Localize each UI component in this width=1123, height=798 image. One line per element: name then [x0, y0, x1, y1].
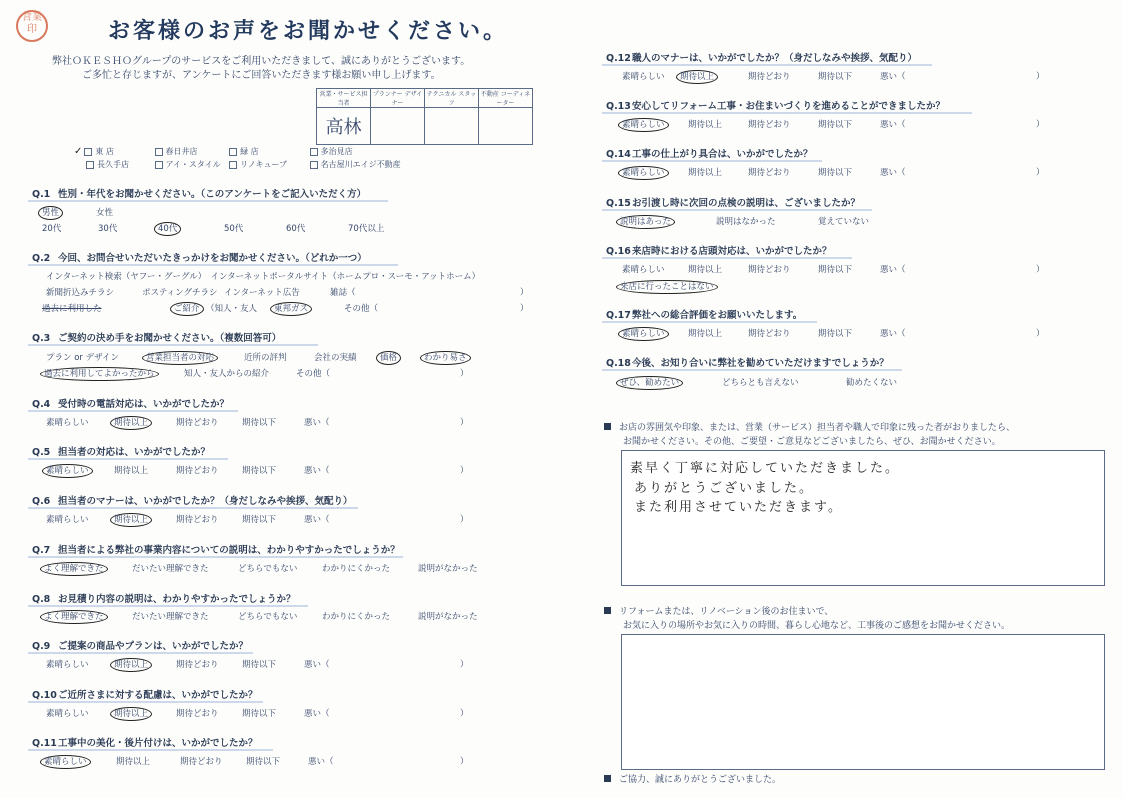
- rating-option-below[interactable]: 期待以下: [818, 72, 853, 82]
- question-13: Q.13安心してリフォーム工事・お住まいづくりを進めることができましたか？: [606, 101, 946, 112]
- understand-option-mostly[interactable]: だいたい理解できた: [132, 612, 209, 622]
- comment-prompt-2b: お気に入りの場所やお気に入りの時間、暮らし心地など、工事後のご感想をお聞かせください。: [623, 621, 1011, 631]
- question-6: Q.6 担当者のマナーは、いかがでしたか？（身だしなみや挨拶、気配り）: [32, 496, 353, 507]
- q1-gender-options: [42, 206, 342, 218]
- q18-option-not-recommend[interactable]: 勧めたくない: [846, 378, 898, 388]
- rating-option-below[interactable]: 期待以下: [818, 329, 853, 339]
- rating-option-excellent[interactable]: 素晴らしい: [622, 265, 665, 275]
- understand-option-neutral[interactable]: どちらでもない: [238, 612, 298, 622]
- store-row-1: [74, 146, 388, 157]
- q5-rating-options: 素晴らしい 期待以上 期待どおり 期待以下 悪い（ ）: [46, 464, 476, 476]
- q6-rating-options: 素晴らしい 期待以上 期待どおり 期待以下 悪い（ ）: [46, 515, 469, 525]
- q2-option-newspaper[interactable]: 新聞折込みチラシ: [46, 288, 115, 298]
- q3-option-track-record[interactable]: 会社の実績: [314, 353, 357, 363]
- rating-option-expected[interactable]: 期待どおり: [748, 120, 791, 130]
- staff-header: プランナー デザイナー: [371, 89, 425, 108]
- question-2: Q.2 今回、お問合せいただいたきっかけをお聞かせください。（どれか一つ）: [32, 253, 367, 264]
- checkbox[interactable]: [229, 161, 237, 169]
- checkbox[interactable]: [155, 161, 163, 169]
- q16-option-never-visited[interactable]: 来店に行ったことはない: [620, 280, 714, 292]
- rating-option-below[interactable]: 期待以下: [818, 120, 853, 130]
- rating-option-bad[interactable]: 悪い（: [304, 709, 330, 719]
- question-underline: [602, 369, 902, 371]
- rating-option-below[interactable]: 期待以下: [242, 466, 277, 476]
- intro-line-1: 弊社ＯＫＥＳＨＯグループのサービスをご利用いただきまして、誠にありがとうございます。: [52, 56, 471, 67]
- store-option[interactable]: アイ・スタイル: [155, 159, 227, 170]
- q1-age-options: [42, 222, 422, 234]
- comment-line: 素早く丁寧に対応していただきました。: [630, 461, 901, 476]
- rating-option-bad[interactable]: 悪い（: [880, 168, 906, 178]
- rating-option-below[interactable]: 期待以下: [242, 709, 277, 719]
- q3-option-sales-staff[interactable]: 営業担当者の対応: [142, 351, 218, 365]
- rating-option-expected[interactable]: 期待どおり: [176, 466, 219, 476]
- rating-option-excellent[interactable]: 素晴らしい: [40, 755, 91, 769]
- rating-option-excellent[interactable]: 素晴らしい: [618, 118, 669, 132]
- checkbox[interactable]: [310, 161, 318, 169]
- seal-stamp: 営業 印: [16, 10, 48, 42]
- checkbox[interactable]: [310, 148, 318, 156]
- rating-option-above[interactable]: 期待以上: [116, 757, 151, 767]
- question-underline: [28, 264, 398, 266]
- q12-rating-options: 素晴らしい 期待以上 期待どおり 期待以下 悪い（ ）: [622, 72, 1045, 82]
- store-row-2: [74, 159, 401, 170]
- q3-options-row-2: 過去に利用してよかったから 知人・友人からの紹介 その他（ ）: [44, 367, 474, 379]
- rating-option-bad[interactable]: 悪い（: [304, 660, 330, 670]
- understand-option-hard[interactable]: わかりにくかった: [322, 612, 391, 622]
- rating-option-bad[interactable]: 悪い（: [304, 466, 330, 476]
- page-title: お客様のお声をお聞かせください。: [108, 19, 509, 44]
- q1-option-20s[interactable]: 20代: [42, 224, 62, 234]
- bullet-square-icon: [604, 775, 611, 782]
- rating-option-above[interactable]: 期待以上: [688, 265, 723, 275]
- q4-rating-options: 素晴らしい 期待以上 期待どおり 期待以下 悪い（ ）: [46, 418, 469, 428]
- rating-option-expected[interactable]: 期待どおり: [176, 515, 219, 525]
- question-underline: [602, 160, 822, 162]
- thanks-note: ご協力、誠にありがとうございました。: [604, 772, 781, 785]
- rating-option-expected[interactable]: 期待どおり: [748, 72, 791, 82]
- q7-understand-options: [44, 562, 484, 574]
- staff-header: 営業・サービス担当者: [317, 89, 371, 108]
- q13-rating-options: 素晴らしい 期待以上 期待どおり 期待以下 悪い（ ）: [622, 118, 1052, 130]
- question-underline: [602, 321, 817, 323]
- q8-understand-options: [44, 610, 484, 622]
- question-7: Q.7 担当者による弊社の事業内容についての説明は、わかりやすかったでしょうか？: [32, 545, 400, 556]
- q11-rating-options: 素晴らしい 期待以上 期待どおり 期待以下 悪い（ ）: [44, 755, 484, 767]
- rating-option-expected[interactable]: 期待どおり: [176, 709, 219, 719]
- question-underline: [28, 605, 308, 607]
- rating-option-below[interactable]: 期待以下: [242, 418, 277, 428]
- rating-option-above[interactable]: 期待以上: [688, 329, 723, 339]
- q2-option-posting[interactable]: ポスティングチラシ: [142, 288, 218, 298]
- store-option[interactable]: 長久手店: [74, 159, 152, 170]
- bullet-square-icon: [604, 423, 611, 430]
- rating-option-above[interactable]: 期待以上: [688, 168, 723, 178]
- rating-option-expected[interactable]: 期待どおり: [176, 660, 219, 670]
- understand-option-none[interactable]: 説明がなかった: [418, 564, 478, 574]
- comment-box-2[interactable]: [621, 634, 1105, 770]
- question-underline: [602, 209, 872, 211]
- q1-option-30s[interactable]: 30代: [98, 224, 118, 234]
- question-1: Q.1 性別・年代をお聞かせください。（このアンケートをご記入いただく方）: [32, 189, 367, 200]
- q1-option-50s[interactable]: 50代: [224, 224, 244, 234]
- rating-option-expected[interactable]: 期待どおり: [176, 418, 219, 428]
- q3-option-plan[interactable]: プラン or デザイン: [46, 353, 120, 363]
- question-14: Q.14工事の仕上がり具合は、いかがでしたか？: [606, 149, 813, 160]
- staff-header: 不動産 コーディネーター: [479, 89, 533, 108]
- question-underline: [602, 64, 932, 66]
- rating-option-expected[interactable]: 期待どおり: [180, 757, 223, 767]
- store-option[interactable]: 春日井店: [155, 146, 227, 157]
- understand-option-mostly[interactable]: だいたい理解できた: [132, 564, 209, 574]
- staff-realestate-value[interactable]: [479, 108, 533, 145]
- rating-option-below[interactable]: 期待以下: [246, 757, 281, 767]
- understand-option-hard[interactable]: わかりにくかった: [322, 564, 391, 574]
- question-underline: [28, 652, 253, 654]
- question-underline: [28, 200, 388, 202]
- bullet-square-icon: [604, 607, 611, 614]
- rating-option-below[interactable]: 期待以下: [242, 660, 277, 670]
- question-3: Q.3 ご契約の決め手をお聞かせください。（複数回答可）: [32, 333, 282, 344]
- rating-option-bad[interactable]: 悪い（: [880, 265, 906, 275]
- staff-table: [316, 88, 533, 145]
- question-16: Q.16来店時における店頭対応は、いかがでしたか？: [606, 246, 832, 257]
- q1-option-male[interactable]: 男性: [38, 206, 63, 220]
- rating-option-bad[interactable]: 悪い（: [304, 515, 330, 525]
- checkbox[interactable]: [229, 148, 237, 156]
- understand-option-none[interactable]: 説明がなかった: [418, 612, 478, 622]
- question-5: Q.5 担当者の対応は、いかがでしたか？: [32, 447, 211, 458]
- intro-line-2: ご多忙と存じますが、アンケートにご回答いただきます様お願い申し上げます。: [82, 70, 441, 81]
- q15-options: [620, 215, 920, 227]
- store-option[interactable]: リノキューブ: [229, 159, 307, 170]
- rating-option-above[interactable]: 期待以上: [110, 658, 152, 672]
- q2-option-web-ad[interactable]: インターネット広告: [224, 288, 300, 298]
- q18-option-recommend[interactable]: ぜひ、勧めたい: [616, 376, 683, 390]
- q9-rating-options: 素晴らしい 期待以上 期待どおり 期待以下 悪い（ ）: [46, 660, 469, 670]
- rating-option-bad[interactable]: 悪い（: [880, 120, 906, 130]
- q1-option-40s[interactable]: 40代: [154, 222, 181, 236]
- question-11: Q.11工事中の美化・後片付けは、いかがでしたか？: [32, 738, 258, 749]
- question-underline: [602, 112, 972, 114]
- rating-option-excellent[interactable]: 素晴らしい: [46, 709, 89, 719]
- staff-planner-value[interactable]: [371, 108, 425, 145]
- q14-rating-options: 素晴らしい 期待以上 期待どおり 期待以下 悪い（ ）: [622, 166, 1052, 178]
- question-underline: [28, 344, 318, 346]
- rating-option-above[interactable]: 期待以上: [110, 416, 152, 430]
- comment-prompt-1: お店の雰囲気や印象、または、営業（サービス）担当者や職人で印象に残った者がおりましたら、: [604, 420, 1015, 433]
- staff-technical-value[interactable]: [425, 108, 479, 145]
- q2-options-row-1[interactable]: インターネット検索（ヤフー・グーグル） インターネットポータルサイト（ホームプロ・スーモ・アットホーム）: [46, 272, 481, 282]
- rating-option-above[interactable]: 期待以上: [676, 70, 718, 84]
- question-15: Q.15お引渡し時に次回の点検の説明は、ございましたか？: [606, 198, 861, 209]
- question-underline: [28, 701, 263, 703]
- q10-rating-options: 素晴らしい 期待以上 期待どおり 期待以下 悪い（ ）: [46, 709, 469, 719]
- rating-option-excellent[interactable]: 素晴らしい: [46, 418, 89, 428]
- question-12: Q.12職人のマナーは、いかがでしたか？（身だしなみや挨拶、気配り）: [606, 53, 918, 64]
- rating-option-bad[interactable]: 悪い（: [880, 72, 906, 82]
- q3-option-introduction[interactable]: 知人・友人からの紹介: [184, 369, 270, 379]
- question-8: Q.8 お見積り内容の説明は、わかりやすかったでしょうか？: [32, 594, 296, 605]
- question-17: Q.17弊社への総合評価をお願いいたします。: [606, 310, 803, 321]
- question-underline: [28, 556, 403, 558]
- comment-prompt-2: リフォームまたは、リノベーション後のお住まいで、: [604, 604, 833, 617]
- check-mark-icon: ✓: [74, 146, 83, 157]
- q15-option-dont-remember[interactable]: 覚えていない: [818, 217, 870, 227]
- staff-header: テクニカル スタッフ: [425, 89, 479, 108]
- store-option[interactable]: 多治見店: [310, 146, 388, 157]
- question-9: Q.9 ご提案の商品やプランは、いかがでしたか？: [32, 641, 249, 652]
- q3-options-row-1: [46, 351, 486, 363]
- rating-option-above[interactable]: 期待以上: [114, 466, 149, 476]
- question-4: Q.4 受付時の電話対応は、いかがでしたか？: [32, 399, 230, 410]
- rating-option-excellent[interactable]: 素晴らしい: [618, 166, 669, 180]
- understand-option-neutral[interactable]: どちらでもない: [238, 564, 298, 574]
- rating-option-excellent[interactable]: 素晴らしい: [42, 464, 93, 478]
- q15-option-not-explained[interactable]: 説明はなかった: [716, 217, 776, 227]
- q2-option-toho-gas[interactable]: 東邦ガス: [270, 302, 312, 316]
- comment-line: ありがとうございました。: [634, 481, 815, 496]
- rating-option-below[interactable]: 期待以下: [818, 168, 853, 178]
- rating-option-excellent[interactable]: 素晴らしい: [622, 72, 665, 82]
- rating-option-above[interactable]: 期待以上: [110, 707, 152, 721]
- q15-option-explained[interactable]: 説明はあった: [616, 215, 675, 229]
- rating-option-below[interactable]: 期待以下: [242, 515, 277, 525]
- rating-option-excellent[interactable]: 素晴らしい: [46, 515, 89, 525]
- question-underline: [28, 410, 238, 412]
- q3-option-other[interactable]: その他（: [296, 369, 331, 379]
- q1-option-60s[interactable]: 60代: [286, 224, 306, 234]
- rating-option-above[interactable]: 期待以上: [110, 513, 152, 527]
- q16-rating-options: 素晴らしい 期待以上 期待どおり 期待以下 悪い（ ）: [622, 265, 1045, 275]
- rating-option-expected[interactable]: 期待どおり: [748, 168, 791, 178]
- q3-option-reputation[interactable]: 近所の評判: [244, 353, 287, 363]
- checkbox[interactable]: [155, 148, 163, 156]
- q2-options-row-3: 過去に利用した ご紹介 （知人・友人 東邦ガス その他（ ）: [42, 304, 529, 314]
- comment-box-1[interactable]: [621, 450, 1105, 586]
- q2-option-referral[interactable]: ご紹介: [170, 302, 204, 316]
- staff-sales-value[interactable]: 高林: [317, 108, 371, 145]
- checkbox[interactable]: [86, 161, 94, 169]
- comment-prompt-1b: お聞かせください。その他、ご要望・ご意見などございましたら、ぜひ、お聞かせください。: [623, 437, 1001, 447]
- checkbox[interactable]: [84, 148, 92, 156]
- q17-rating-options: 素晴らしい 期待以上 期待どおり 期待以下 悪い（ ）: [622, 327, 1052, 339]
- understand-option-well[interactable]: よく理解できた: [40, 610, 108, 624]
- rating-option-below[interactable]: 期待以下: [818, 265, 853, 275]
- q3-option-clarity[interactable]: わかり易さ: [420, 351, 471, 365]
- q2-option-past-use[interactable]: 過去に利用した: [42, 304, 102, 314]
- rating-option-excellent[interactable]: 素晴らしい: [46, 660, 89, 670]
- question-18: Q.18今後、お知り合いに弊社を勧めていただけますでしょうか？: [606, 358, 889, 369]
- store-option[interactable]: 名古屋川エイジ不動産: [310, 159, 388, 170]
- q1-option-70s[interactable]: 70代以上: [348, 224, 385, 234]
- q2-option-other[interactable]: その他（: [344, 304, 379, 314]
- q3-option-price[interactable]: 価格: [376, 351, 401, 365]
- store-option[interactable]: 緑 店: [229, 146, 307, 157]
- q18-options: [620, 376, 920, 388]
- question-underline: [28, 458, 228, 460]
- q3-option-past-use[interactable]: 過去に利用してよかったから: [40, 367, 159, 381]
- understand-option-well[interactable]: よく理解できた: [40, 562, 108, 576]
- store-option[interactable]: ✓ 東 店: [74, 146, 114, 157]
- rating-option-bad[interactable]: 悪い（: [880, 329, 906, 339]
- comment-line: また利用させていただきます。: [634, 500, 843, 515]
- rating-option-bad[interactable]: 悪い（: [304, 418, 330, 428]
- q1-option-female[interactable]: 女性: [96, 208, 114, 218]
- question-underline: [602, 257, 852, 259]
- rating-option-expected[interactable]: 期待どおり: [748, 329, 791, 339]
- question-underline: [28, 749, 273, 751]
- q2-options-row-2: 新聞折込みチラシ ポスティングチラシ インターネット広告 雑誌（ ）: [46, 288, 529, 298]
- rating-option-excellent[interactable]: 素晴らしい: [618, 327, 669, 341]
- rating-option-bad[interactable]: 悪い（: [308, 757, 334, 767]
- rating-option-expected[interactable]: 期待どおり: [748, 265, 791, 275]
- q18-option-neutral[interactable]: どちらとも言えない: [722, 378, 799, 388]
- question-underline: [28, 507, 358, 509]
- q2-option-magazine[interactable]: 雑誌（: [330, 288, 356, 298]
- question-10: Q.10ご近所さまに対する配慮は、いかがでしたか？: [32, 690, 258, 701]
- rating-option-above[interactable]: 期待以上: [688, 120, 723, 130]
